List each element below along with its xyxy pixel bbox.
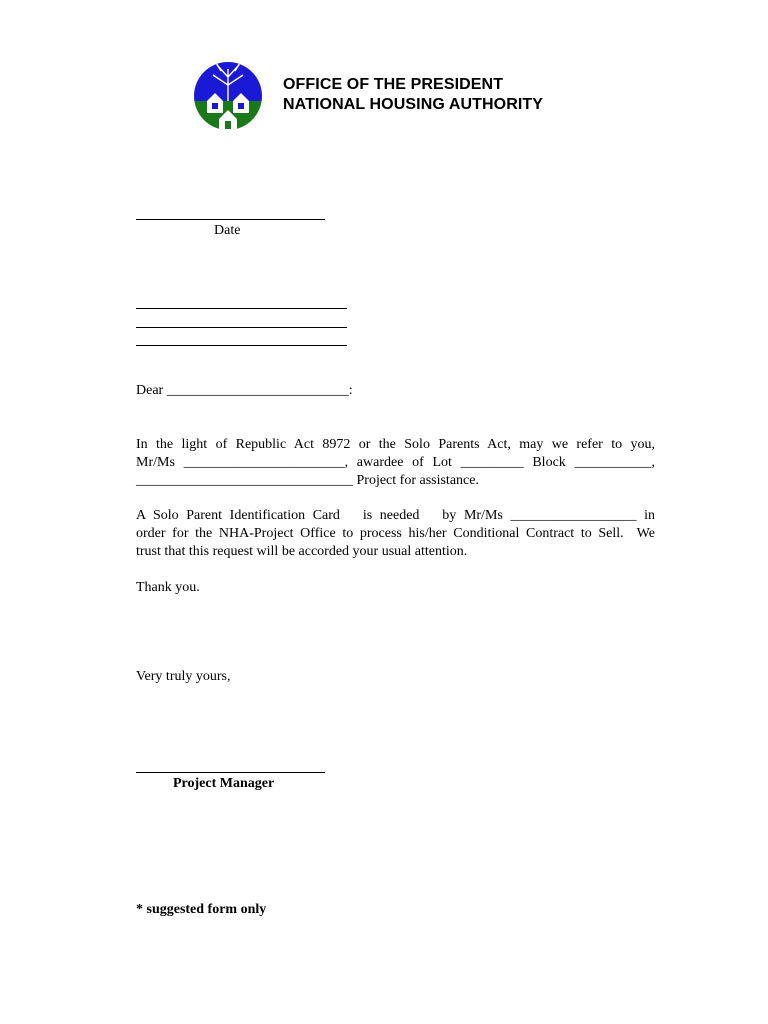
paragraph-referral <box>136 436 655 490</box>
signatory-title: Project Manager <box>173 776 275 791</box>
address-line-2 <box>136 327 347 328</box>
paragraph-line: Mr/Ms _______________________, awardee of Lot _________ Block ___________, <box>136 455 655 470</box>
header-agency: NATIONAL HOUSING AUTHORITY <box>283 96 544 113</box>
paragraph-line: trust that this request will be accorded your usual attention. <box>136 544 468 559</box>
thank-you: Thank you. <box>136 580 200 595</box>
footnote: * suggested form only <box>136 902 267 917</box>
date-blank-line <box>136 219 325 220</box>
paragraph-line: In the light of Republic Act 8972 or the Solo Parents Act, may we refer to you, <box>136 437 655 452</box>
paragraph-request <box>136 507 655 561</box>
salutation: Dear __________________________: <box>136 383 353 398</box>
nha-logo-icon <box>193 55 263 137</box>
paragraph-line: A Solo Parent Identification Card is needed by Mr/Ms __________________ in <box>136 508 655 523</box>
date-label: Date <box>214 223 241 238</box>
paragraph-line: order for the NHA-Project Office to process his/her Conditional Contract to Sell. We <box>136 526 655 541</box>
address-line-3 <box>136 345 347 346</box>
paragraph-line: _______________________________ Project for assistance. <box>136 473 479 488</box>
signature-line <box>136 772 325 773</box>
header-office: OFFICE OF THE PRESIDENT <box>283 76 504 93</box>
nha-logo <box>193 55 263 137</box>
address-line-1 <box>136 308 347 309</box>
complimentary-close: Very truly yours, <box>136 669 231 684</box>
